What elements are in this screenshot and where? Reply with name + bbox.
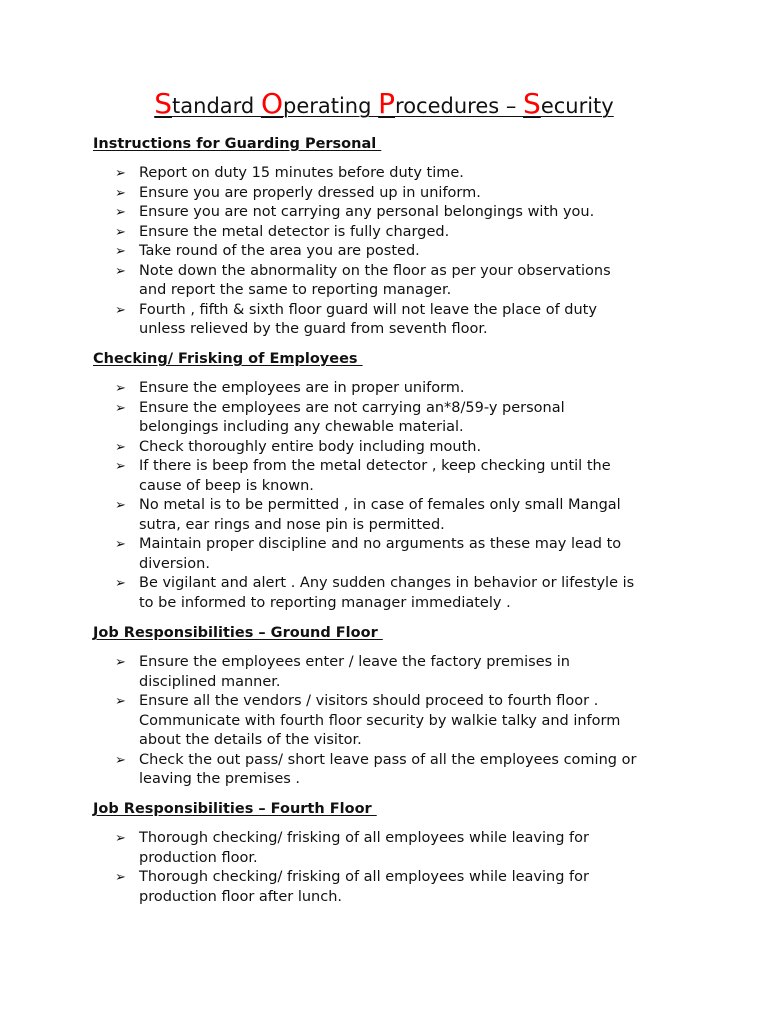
list-item-text: Ensure the employees are in proper uniform. bbox=[139, 380, 465, 396]
list-item bbox=[93, 301, 683, 340]
list-item bbox=[93, 262, 683, 301]
bullet-list bbox=[93, 379, 683, 613]
arrowhead-bullet-icon: ➢ bbox=[115, 655, 126, 670]
list-item bbox=[93, 751, 683, 790]
arrowhead-bullet-icon: ➢ bbox=[115, 263, 126, 279]
title-initial-o: O bbox=[260, 87, 283, 120]
arrowhead-bullet-icon: ➢ bbox=[115, 185, 126, 201]
list-item bbox=[93, 438, 683, 458]
title-initial-s2: S bbox=[523, 87, 541, 120]
title-word-security: ecurity bbox=[540, 94, 614, 118]
list-item bbox=[93, 868, 683, 907]
title-word-procedures: rocedures – bbox=[395, 94, 524, 118]
list-item bbox=[93, 399, 683, 438]
list-item bbox=[93, 457, 683, 496]
list-item-text: No metal is to be permitted , in case of females only small Mangal sutra, ear rings and nose pin is permitted. bbox=[139, 497, 621, 533]
arrowhead-bullet-icon: ➢ bbox=[115, 439, 126, 455]
list-item bbox=[93, 184, 683, 204]
list-item bbox=[93, 574, 683, 613]
list-item-text: Check thoroughly entire body including mouth. bbox=[139, 438, 482, 455]
list-item-text: Check the out pass/ short leave pass of all the employees coming or leaving the premises . bbox=[139, 751, 637, 787]
list-item-text: Ensure all the vendors / visitors should proceed to fourth floor . Communicate with fourth floor security by walkie talky and inform about the details of the visitor. bbox=[139, 693, 621, 748]
bullet-list bbox=[93, 829, 683, 907]
arrowhead-bullet-icon: ➢ bbox=[115, 752, 126, 768]
arrowhead-bullet-icon: ➢ bbox=[115, 576, 126, 591]
arrowhead-bullet-icon: ➢ bbox=[115, 498, 126, 513]
list-item bbox=[93, 496, 683, 535]
list-item-text: Report on duty 15 minutes before duty time. bbox=[139, 165, 464, 181]
list-item bbox=[93, 653, 683, 692]
bullet-list bbox=[93, 164, 683, 340]
list-item bbox=[93, 203, 683, 223]
arrowhead-bullet-icon: ➢ bbox=[115, 831, 126, 846]
arrowhead-bullet-icon: ➢ bbox=[115, 302, 126, 318]
arrowhead-bullet-icon: ➢ bbox=[115, 694, 126, 709]
list-item-text: Maintain proper discipline and no arguments as these may lead to diversion. bbox=[139, 536, 622, 572]
list-item bbox=[93, 379, 683, 399]
list-item-text: Ensure the employees are not carrying an*8/59-y personal belongings including any chewable material. bbox=[139, 399, 565, 435]
section-checking-frisking bbox=[93, 350, 683, 613]
bullet-list bbox=[93, 653, 683, 790]
title-initial-p: P bbox=[378, 87, 396, 120]
arrowhead-bullet-icon: ➢ bbox=[115, 400, 126, 416]
arrowhead-bullet-icon: ➢ bbox=[115, 244, 126, 259]
list-item bbox=[93, 164, 683, 184]
document-title bbox=[0, 86, 768, 124]
section-heading: Checking/ Frisking of Employees bbox=[93, 351, 363, 367]
list-item-text: Ensure you are not carrying any personal belongings with you. bbox=[139, 204, 595, 220]
title-word-standard: tandard bbox=[172, 94, 261, 118]
list-item-text: If there is beep from the metal detector , keep checking until the cause of beep is known. bbox=[139, 458, 611, 494]
arrowhead-bullet-icon: ➢ bbox=[115, 381, 126, 396]
list-item-text: Note down the abnormality on the floor as per your observations and report the same to reporting manager. bbox=[139, 262, 611, 298]
list-item bbox=[93, 242, 683, 262]
section-guarding-instructions bbox=[93, 135, 683, 340]
section-heading: Instructions for Guarding Personal bbox=[93, 136, 382, 152]
section-fourth-floor bbox=[93, 800, 683, 907]
section-ground-floor bbox=[93, 624, 683, 790]
list-item-text: Ensure the employees enter / leave the factory premises in disciplined manner. bbox=[139, 654, 570, 690]
list-item-text: Take round of the area you are posted. bbox=[139, 243, 420, 259]
arrowhead-bullet-icon: ➢ bbox=[115, 870, 126, 885]
title-word-operating: perating bbox=[282, 94, 379, 118]
list-item-text: Thorough checking/ frisking of all employees while leaving for production floor after lunch. bbox=[139, 869, 589, 905]
list-item bbox=[93, 692, 683, 751]
list-item bbox=[93, 535, 683, 574]
arrowhead-bullet-icon: ➢ bbox=[115, 205, 126, 220]
list-item-text: Thorough checking/ frisking of all employees while leaving for production floor. bbox=[139, 830, 589, 866]
list-item bbox=[93, 223, 683, 243]
arrowhead-bullet-icon: ➢ bbox=[115, 537, 126, 552]
list-item bbox=[93, 829, 683, 868]
arrowhead-bullet-icon: ➢ bbox=[115, 166, 126, 181]
section-heading: Job Responsibilities – Fourth Floor bbox=[93, 801, 377, 817]
arrowhead-bullet-icon: ➢ bbox=[115, 459, 126, 474]
list-item-text: Be vigilant and alert . Any sudden changes in behavior or lifestyle is to be informed to reporting manager immediately . bbox=[139, 575, 635, 611]
list-item-text: Fourth , fifth & sixth floor guard will not leave the place of duty unless relieved by the guard from seventh floor. bbox=[139, 301, 597, 337]
title-initial-s: S bbox=[154, 87, 173, 120]
list-item-text: Ensure the metal detector is fully charged. bbox=[139, 223, 450, 240]
section-heading: Job Responsibilities – Ground Floor bbox=[93, 625, 383, 641]
arrowhead-bullet-icon: ➢ bbox=[115, 224, 126, 240]
list-item-text: Ensure you are properly dressed up in uniform. bbox=[139, 184, 481, 201]
